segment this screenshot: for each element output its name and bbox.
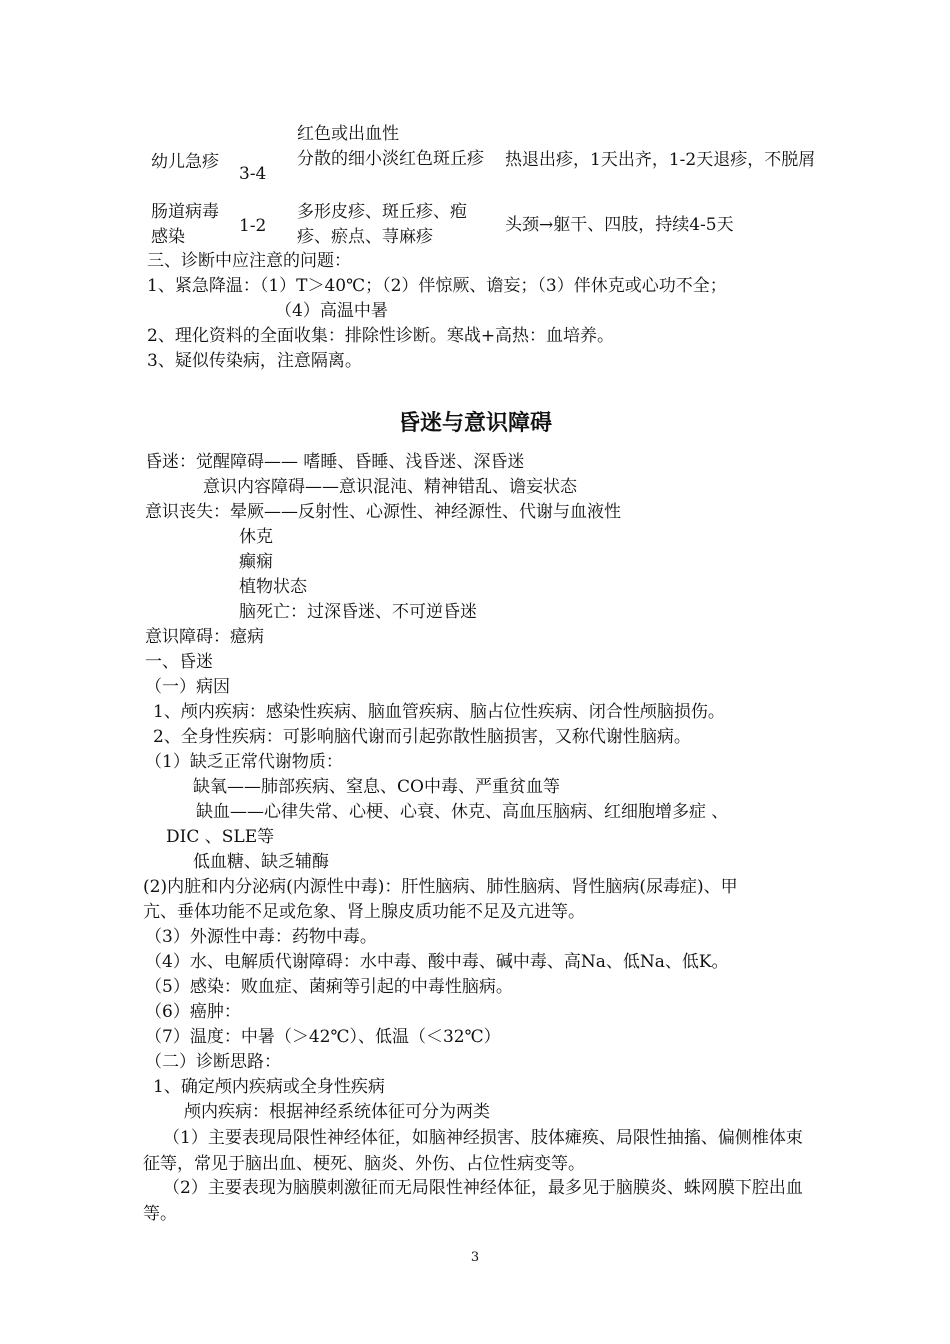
text-line: 1、颅内疾病：感染性疾病、脑血管疾病、脑占位性疾病、闭合性颅脑损伤。 xyxy=(153,702,725,722)
text-line: 癫痫 xyxy=(239,552,273,572)
list-item: 1、紧急降温：（1）T＞40℃；（2）伴惊厥、谵妄；（3）伴休克或心功不全； xyxy=(147,276,727,296)
list-item-continuation: （4）高温中暑 xyxy=(275,301,388,321)
text-line: 2、全身性疾病：可影响脑代谢而引起弥散性脑损害，又称代谢性脑病。 xyxy=(153,727,691,747)
rash-table xyxy=(147,122,827,250)
text-line: （6）癌肿： xyxy=(145,1002,241,1022)
section-heading: 一、昏迷 xyxy=(145,652,213,672)
text-line: 缺血——心律失常、心梗、心衰、休克、高血压脑病、红细胞增多症 、 xyxy=(196,802,729,822)
text-line: 颅内疾病：根据神经系统体征可分为两类 xyxy=(184,1102,490,1122)
section-heading: 三、诊断中应注意的问题： xyxy=(147,251,351,271)
text-line: 脑死亡：过深昏迷、不可逆昏迷 xyxy=(239,602,477,622)
text-line: 意识障碍：癔病 xyxy=(145,627,264,647)
text-line: DIC 、SLE等 xyxy=(166,827,275,847)
days-cell: 3-4 xyxy=(239,164,267,184)
text-line: （3）外源性中毒：药物中毒。 xyxy=(145,927,377,947)
text-line: （5）感染：败血症、菌痢等引起的中毒性脑病。 xyxy=(145,977,513,997)
list-item: 3、疑似传染病，注意隔离。 xyxy=(147,351,362,371)
text-line: （4）水、电解质代谢障碍：水中毒、酸中毒、碱中毒、高Na、低Na、低K。 xyxy=(145,952,729,972)
text-line: 意识内容障碍——意识混沌、精神错乱、谵妄状态 xyxy=(203,477,577,497)
text-line: 昏迷：觉醒障碍—— 嗜睡、昏睡、浅昏迷、深昏迷 xyxy=(145,452,525,472)
page-title: 昏迷与意识障碍 xyxy=(397,411,552,436)
text-line: 1、确定颅内疾病或全身性疾病 xyxy=(153,1077,385,1097)
page-number: 3 xyxy=(470,1250,480,1265)
text-line: 亢、垂体功能不足或危象、肾上腺皮质功能不足及亢进等。 xyxy=(143,902,585,922)
subsection-heading: （一）病因 xyxy=(145,677,230,697)
rash-cell: 红色或出血性 分散的细小淡红色斑丘疹 xyxy=(297,124,484,169)
text-line: （7）温度：中暑（＞42℃）、低温（＜32℃） xyxy=(145,1027,501,1047)
days-cell: 1-2 xyxy=(239,216,267,236)
rash-cell: 多形皮疹、斑丘疹、疱疹、瘀点、荨麻疹 xyxy=(297,202,467,247)
text-line: 休克 xyxy=(239,527,273,547)
table-row xyxy=(147,200,827,250)
text-line: （1）缺乏正常代谢物质： xyxy=(145,752,343,772)
pattern-cell: 热退出疹，1天出齐，1-2天退疹，不脱屑 xyxy=(505,150,816,170)
disease-cell: 幼儿急疹 xyxy=(151,152,219,172)
list-item: 2、理化资料的全面收集：排除性诊断。寒战+高热：血培养。 xyxy=(147,326,615,346)
table-row xyxy=(147,122,827,200)
text-line: 植物状态 xyxy=(239,577,307,597)
text-line: (2)内脏和内分泌病(内源性中毒)：肝性脑病、肺性脑病、肾性脑病(尿毒症)、甲 xyxy=(143,877,738,897)
pattern-cell: 头颈→躯干、四肢，持续4-5天 xyxy=(505,215,734,235)
paragraph: （1）主要表现局限性神经体征，如脑神经损害、肢体瘫痪、局限性抽搐、偏侧椎体束征等，常见于脑出血、梗死、脑炎、外伤、占位性病变等。 xyxy=(143,1128,803,1174)
subsection-heading: （二）诊断思路： xyxy=(145,1052,281,1072)
text-line: 低血糖、缺乏辅酶 xyxy=(193,852,329,872)
disease-cell: 肠道病毒感染 xyxy=(151,202,219,247)
text-line: 缺氧——肺部疾病、窒息、CO中毒、严重贫血等 xyxy=(193,777,560,797)
paragraph: （2）主要表现为脑膜刺激征而无局限性神经体征，最多见于脑膜炎、蛛网膜下腔出血等。 xyxy=(143,1178,803,1224)
text-line: 意识丧失：晕厥——反射性、心源性、神经源性、代谢与血液性 xyxy=(145,502,621,522)
